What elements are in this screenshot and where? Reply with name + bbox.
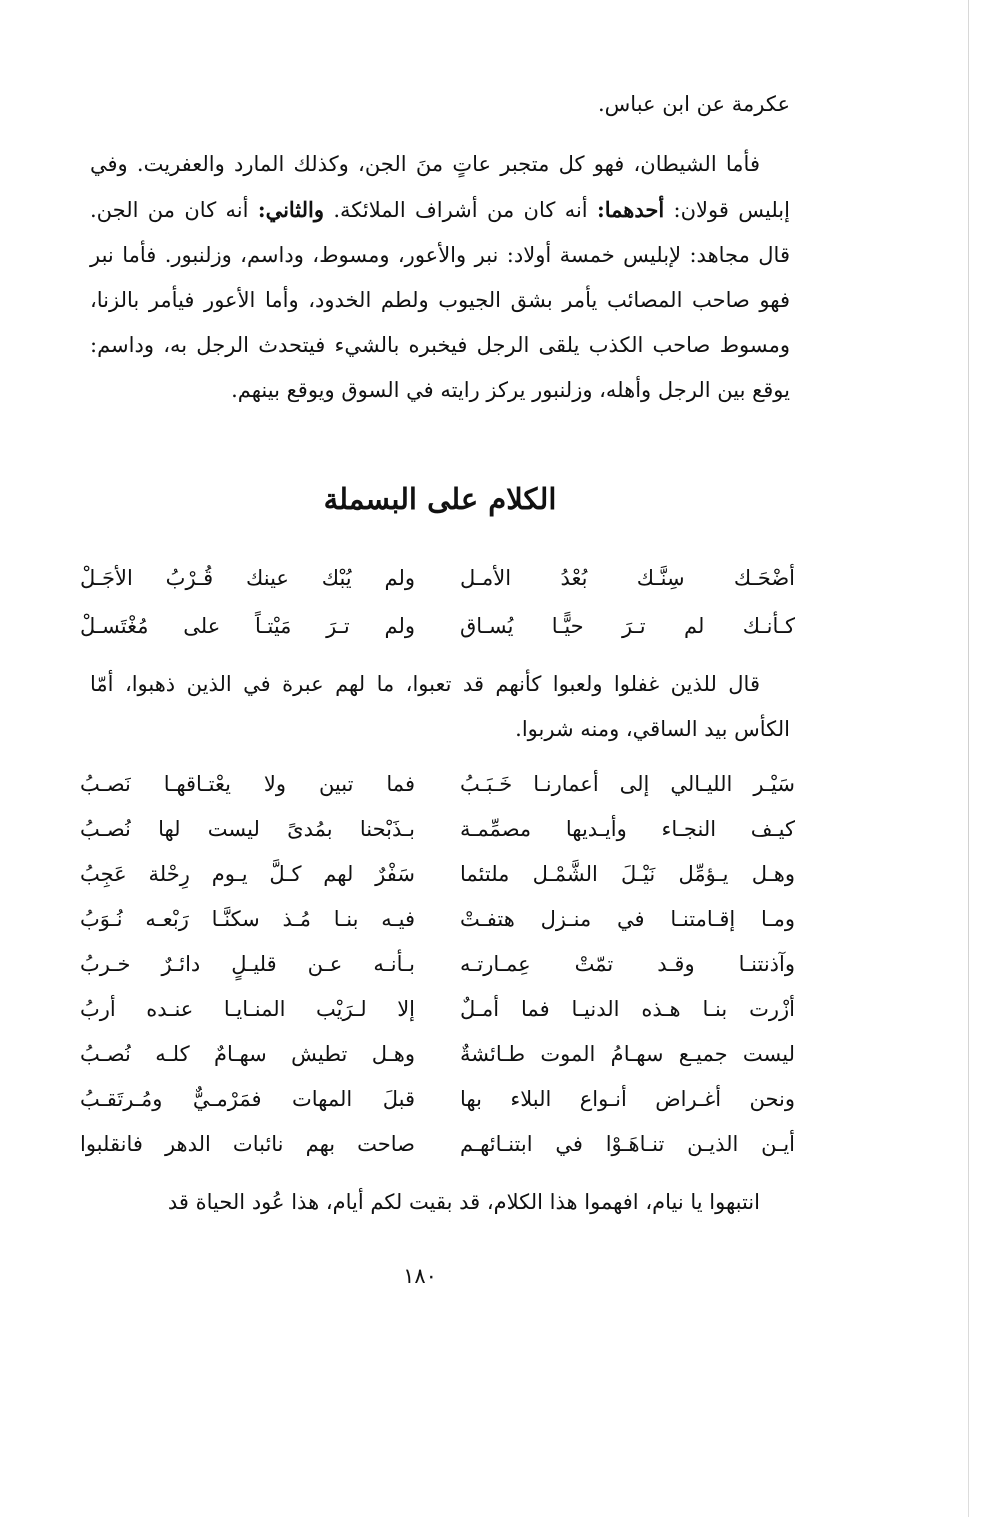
poem-verse (80, 1077, 795, 1122)
section-heading: الكلام على البسملة (323, 482, 557, 516)
hemistich-second: صاحت بهم نائبات الدهر فانقلبوا (80, 1132, 415, 1156)
hemistich-first: كيـف النجـاء وأيـديها مصمِّمـة (460, 817, 795, 841)
poem-verse (80, 602, 795, 650)
hemistich-second: ولم تـرَ مَيْتـاً على مُغْتَسـلْ (80, 614, 415, 638)
poem-verse (80, 807, 795, 852)
hemistich-first: أزْرت بنـا هـذه الدنيـا فما أمـلٌ (460, 997, 795, 1021)
paragraph-satan-part3: أنه كان من الجن. قال مجاهد: لإبليس خمسة أولاد: نبر والأعور، ومسوط، وداسم، وزلنبور. فأما نبر فهو صاحب المصائب يأمر بشق الجيوب ولطم الخدود، وأما الأعور فيأمر بالزنا، ومسوط صاحب الكذب يلقى الرجل فيخبره بالشيء فيتحدث الرجل به، وداسم: يوقع بين الرجل وأهله، وزلنبور يركز رايته في السوق ويوقع بينهم. (90, 198, 790, 402)
poem-verse (80, 554, 795, 602)
hemistich-second: بـأنـه عـن قليـلٍ دائـرٌ خـربُ (80, 952, 415, 976)
hemistich-second: إلا لـرَيْب المنـايـا عنـده أربُ (80, 997, 415, 1021)
hemistich-first: أيـن الذيـن تنـاهَـوْا في ابتنـائهـم (460, 1132, 795, 1156)
hemistich-second: قبلَ المهات فمَرْمـيٌّ ومُـرتَقـبُ (80, 1087, 415, 1111)
hemistich-second: وهـل تطيش سهـامٌ كلـه نُصـبُ (80, 1042, 415, 1066)
hemistich-first: ومـا إقـامتنـا في منـزل هتفـتْ (460, 907, 795, 931)
paragraph-satan-bold-first: أحدهما: (596, 197, 665, 222)
hemistich-first: كـأنـك لم تـرَ حيًّـا يُسـاق (460, 614, 795, 638)
paragraph-wake-up: انتبهوا يا نيام، افهموا هذا الكلام، قد بقيت لكم أيام، هذا عُود الحياة قد (167, 1190, 760, 1214)
poem-verse (80, 1122, 795, 1167)
paragraph-satan-part1: فأما الشيطان، فهو كل متجبر عاتٍ منَ الجن، وكذلك المارد والعفريت. وفي إبليس قولان: (90, 152, 790, 222)
hemistich-first: ونحن أغـراض أنـواع البلاء بها (460, 1087, 795, 1111)
hemistich-first: سَيْـر الليـالي إلى أعمارنـا خَـبَـبُ (460, 772, 795, 796)
hemistich-first: ليست جميـع سهـامُ الموت طـائشةٌ (460, 1042, 795, 1066)
hemistich-first: أضْحَـك سِنَّـك بُعْدُ الأمـل (460, 566, 795, 590)
poem-verse (80, 942, 795, 987)
paragraph-satan-part2: أنه كان من أشراف الملائكة. (324, 198, 597, 222)
poem-verse (80, 987, 795, 1032)
paragraph-heedless: قال للذين غفلوا ولعبوا كأنهم قد تعبوا، ما لهم عبرة في الذين ذهبوا، أمّا الكأس بيد الساقي، ومنه شربوا. (90, 672, 790, 741)
hemistich-second: فما تبين ولا يعْتـاقهـا نَصـبُ (80, 772, 415, 796)
intro-line: عكرمة عن ابن عباس. (597, 92, 790, 116)
poem-verse (80, 1032, 795, 1077)
poem-verse (80, 897, 795, 942)
paragraph-satan-bold-second: والثاني: (257, 197, 325, 222)
poem-first (80, 554, 795, 650)
paragraph-satan (90, 142, 790, 413)
page-edge-line (968, 0, 969, 1517)
hemistich-second: بـذَبْحنا بمُدىً ليست لها نُصـبُ (80, 817, 415, 841)
hemistich-first: وهـل يـؤمِّل نَيْـلَ الشَّمْـل ملتئما (460, 862, 795, 886)
hemistich-second: ولم يُبْك عينك قُـرْبُ الأجَـلْ (80, 566, 415, 590)
hemistich-second: سَفْرٌ لهم كـلَّ يـوم رِحْلة عَجِبُ (80, 862, 415, 886)
poem-second (80, 762, 795, 1167)
hemistich-second: فيـه بنـا مُـذ سكنَّـا رَبْعـه نُـوَبُ (80, 907, 415, 931)
poem-verse (80, 762, 795, 807)
page-number: ١٨٠ (403, 1264, 437, 1288)
hemistich-first: وآذنتنـا وقـد تمّتْ عِمـارتـه (460, 952, 795, 976)
poem-verse (80, 852, 795, 897)
